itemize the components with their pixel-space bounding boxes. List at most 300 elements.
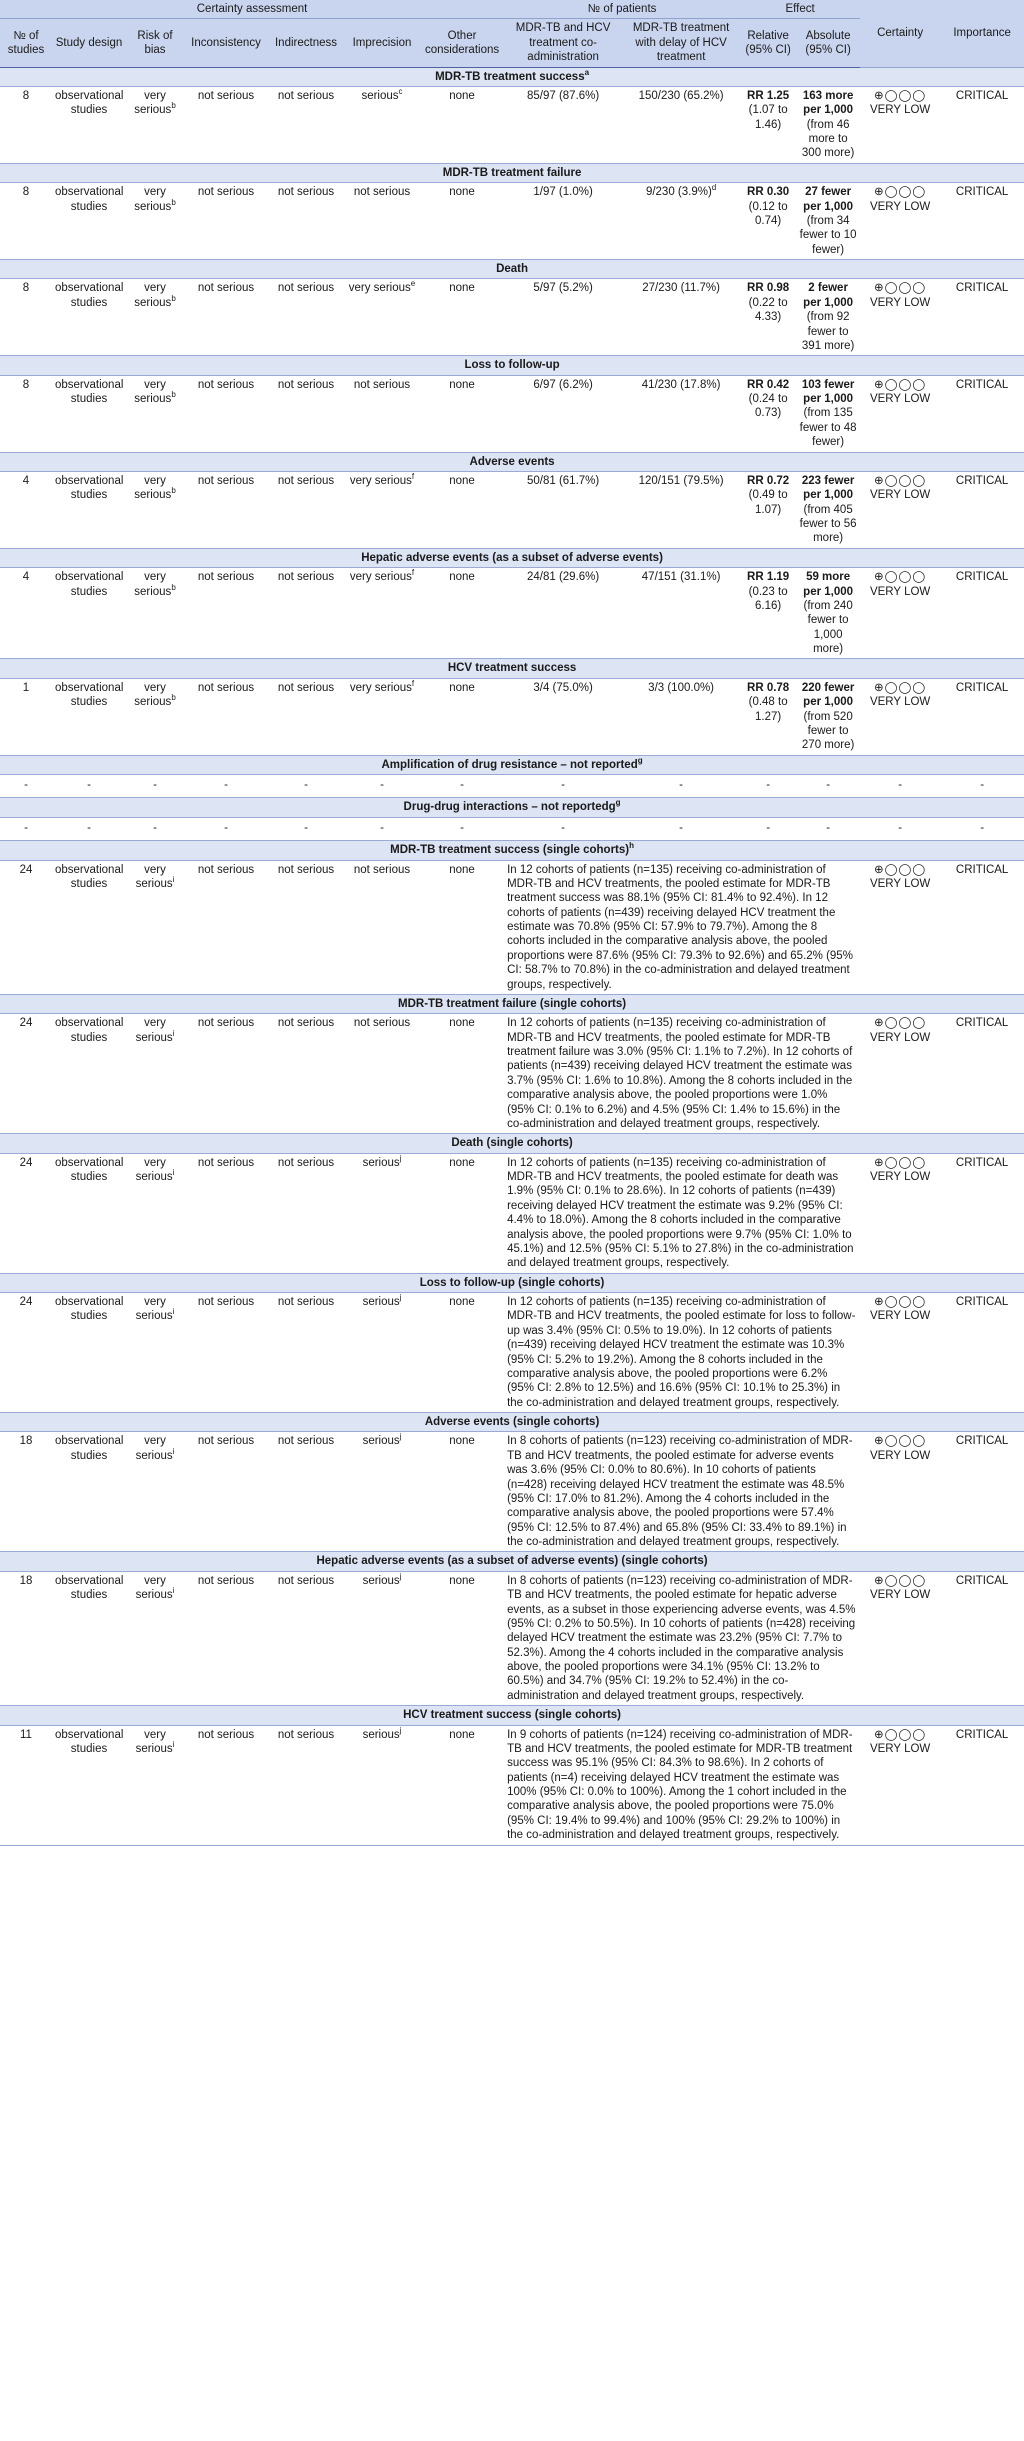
study-design: observational studies bbox=[52, 471, 126, 548]
outcome-title-text: Hepatic adverse events (as a subset of adverse events) (single cohorts) bbox=[316, 1555, 708, 1568]
study-design: observational studies bbox=[52, 678, 126, 755]
delay-count-text: 150/230 (65.2%) bbox=[638, 89, 724, 102]
inconsistency: not serious bbox=[184, 1432, 268, 1552]
footnote-marker: b bbox=[171, 197, 176, 207]
imprecision bbox=[344, 1432, 420, 1552]
relative-effect bbox=[740, 375, 796, 452]
outcome-title bbox=[0, 798, 1024, 817]
footnote-marker: i bbox=[172, 1740, 175, 1750]
relative-effect bbox=[740, 678, 796, 755]
importance: CRITICAL bbox=[940, 86, 1024, 163]
empty-cell: - bbox=[860, 775, 940, 798]
other-considerations: none bbox=[420, 471, 504, 548]
coadmin-count: 5/97 (5.2%) bbox=[504, 279, 622, 356]
inconsistency: not serious bbox=[184, 568, 268, 659]
imprecision bbox=[344, 568, 420, 659]
relative-effect bbox=[740, 86, 796, 163]
outcome-title bbox=[0, 548, 1024, 567]
risk-of-bias-text: very serious bbox=[135, 863, 173, 890]
footnote-marker: j bbox=[399, 1432, 402, 1442]
imprecision-text: not serious bbox=[353, 378, 411, 391]
outcome-title bbox=[0, 452, 1024, 471]
empty-cell: - bbox=[740, 775, 796, 798]
empty-cell: - bbox=[0, 775, 52, 798]
indirectness: not serious bbox=[268, 86, 344, 163]
header-other: Other considerations bbox=[420, 19, 504, 67]
relative-estimate: RR 0.42 bbox=[747, 378, 790, 391]
table-row bbox=[0, 1014, 1024, 1134]
section-header-row bbox=[0, 994, 1024, 1013]
studies-count: 24 bbox=[0, 1153, 52, 1273]
imprecision-text: very serious bbox=[349, 681, 412, 694]
coadmin-count: 6/97 (6.2%) bbox=[504, 375, 622, 452]
study-design: observational studies bbox=[52, 1432, 126, 1552]
certainty-symbol: ⊕◯◯◯ bbox=[874, 282, 927, 295]
certainty-label: VERY LOW bbox=[869, 200, 931, 213]
relative-estimate: RR 0.98 bbox=[747, 282, 790, 295]
empty-cell: - bbox=[504, 775, 622, 798]
importance: CRITICAL bbox=[940, 1293, 1024, 1413]
empty-cell: - bbox=[52, 775, 126, 798]
certainty-symbol: ⊕◯◯◯ bbox=[874, 681, 927, 694]
imprecision-text: very serious bbox=[349, 474, 412, 487]
risk-of-bias bbox=[126, 1014, 184, 1134]
footnote-marker: f bbox=[411, 472, 415, 482]
imprecision bbox=[344, 1725, 420, 1845]
delay-count bbox=[622, 279, 740, 356]
other-considerations: none bbox=[420, 1571, 504, 1705]
risk-of-bias-text: very serious bbox=[134, 89, 172, 117]
delay-count bbox=[622, 471, 740, 548]
certainty-symbol: ⊕◯◯◯ bbox=[874, 571, 927, 584]
footnote-marker: b bbox=[171, 693, 176, 703]
table-row bbox=[0, 1432, 1024, 1552]
header-group-patients: № of patients bbox=[504, 0, 740, 19]
risk-of-bias-text: very serious bbox=[134, 571, 172, 598]
risk-of-bias bbox=[126, 678, 184, 755]
inconsistency: not serious bbox=[184, 1293, 268, 1413]
studies-count: 24 bbox=[0, 860, 52, 994]
table-row bbox=[0, 1725, 1024, 1845]
importance: CRITICAL bbox=[940, 471, 1024, 548]
studies-count: 4 bbox=[0, 471, 52, 548]
relative-ci: (0.23 to 6.16) bbox=[748, 585, 788, 612]
studies-count: 8 bbox=[0, 375, 52, 452]
importance: CRITICAL bbox=[940, 1432, 1024, 1552]
delay-count-text: 9/230 (3.9%) bbox=[645, 186, 712, 199]
risk-of-bias bbox=[126, 183, 184, 260]
delay-count bbox=[622, 183, 740, 260]
header-group-certainty: Certainty assessment bbox=[0, 0, 504, 19]
indirectness: not serious bbox=[268, 1725, 344, 1845]
study-design: observational studies bbox=[52, 1014, 126, 1134]
study-design: observational studies bbox=[52, 183, 126, 260]
header-imprecision: Imprecision bbox=[344, 19, 420, 67]
other-considerations: none bbox=[420, 1432, 504, 1552]
absolute-ci: (from 46 more to 300 more) bbox=[801, 118, 855, 160]
outcome-title-text: Drug-drug interactions – not reportedg bbox=[403, 801, 616, 814]
certainty-symbol: ⊕◯◯◯ bbox=[874, 378, 927, 391]
imprecision bbox=[344, 375, 420, 452]
risk-of-bias-text: very serious bbox=[135, 1574, 173, 1602]
empty-cell: - bbox=[622, 817, 740, 840]
section-header-row bbox=[0, 356, 1024, 375]
certainty-symbol: ⊕◯◯◯ bbox=[874, 863, 927, 876]
narrative-summary: In 12 cohorts of patients (n=135) receiving co-administration of MDR-TB and HCV treatments, the pooled estimate for MDR-TB treatment failure was 3.0% (95% CI: 1.1% to 7.2%). In 12 cohorts of patients (n=439) receiving delayed HCV treatment the estimate was 3.7% (95% CI: 1.6% to 10.8%). Among the 8 cohorts included in the comparative analysis above, the pooled proportions were 1.0% (95% CI: 0.1% to 6.2%) and 4.5% (95% CI: 1.4% to 15.6%) in the co-administration and delayed treatment groups, respectively. bbox=[504, 1014, 860, 1134]
footnote-marker: b bbox=[171, 486, 176, 496]
other-considerations: none bbox=[420, 1153, 504, 1273]
footnote-marker: j bbox=[399, 1153, 402, 1163]
empty-cell: - bbox=[420, 775, 504, 798]
table-row bbox=[0, 375, 1024, 452]
relative-effect bbox=[740, 568, 796, 659]
outcome-title-text: Adverse events bbox=[469, 455, 555, 468]
section-header-row bbox=[0, 659, 1024, 678]
narrative-summary: In 12 cohorts of patients (n=135) receiving co-administration of MDR-TB and HCV treatments, the pooled estimate for death was 1.9% (95% CI: 0.1% to 28.6%). In 12 cohorts of patients (n=439) receiving delayed HCV treatment the estimate was 9.2% (95% CI: 4.4% to 18.0%). Among the 8 cohorts included in the comparative analysis above, the pooled proportions were 9.7% (95% CI: 1.0% to 45.1%) and 12.5% (95% CI: 5.1% to 27.8%) in the co-administration and delayed treatment groups, respectively. bbox=[504, 1153, 860, 1273]
outcome-title-text: Death bbox=[496, 263, 529, 275]
table-row bbox=[0, 183, 1024, 260]
imprecision bbox=[344, 678, 420, 755]
section-header-row bbox=[0, 548, 1024, 567]
header-group-effect: Effect bbox=[740, 0, 860, 19]
certainty-label: VERY LOW bbox=[869, 1031, 931, 1044]
importance: CRITICAL bbox=[940, 1153, 1024, 1273]
relative-estimate: RR 0.78 bbox=[747, 681, 790, 694]
empty-cell: - bbox=[940, 775, 1024, 798]
outcome-title bbox=[0, 659, 1024, 678]
footnote-marker: g bbox=[615, 798, 621, 808]
footnote-marker: e bbox=[410, 279, 416, 289]
outcome-title-text: MDR-TB treatment success (single cohorts) bbox=[390, 844, 630, 857]
other-considerations: none bbox=[420, 568, 504, 659]
footnote-marker: j bbox=[399, 1293, 402, 1303]
study-design: observational studies bbox=[52, 860, 126, 994]
risk-of-bias-text: very serious bbox=[134, 681, 172, 709]
inconsistency: not serious bbox=[184, 860, 268, 994]
footnote-marker: b bbox=[171, 582, 176, 592]
section-header-row bbox=[0, 1706, 1024, 1725]
coadmin-count: 85/97 (87.6%) bbox=[504, 86, 622, 163]
relative-ci: (0.22 to 4.33) bbox=[748, 296, 788, 324]
importance: CRITICAL bbox=[940, 860, 1024, 994]
delay-count bbox=[622, 678, 740, 755]
indirectness: not serious bbox=[268, 1432, 344, 1552]
certainty-label: VERY LOW bbox=[869, 1171, 931, 1183]
certainty-label: VERY LOW bbox=[869, 393, 931, 405]
empty-cell: - bbox=[126, 817, 184, 840]
indirectness: not serious bbox=[268, 678, 344, 755]
empty-cell: - bbox=[184, 775, 268, 798]
risk-of-bias bbox=[126, 375, 184, 452]
empty-cell: - bbox=[940, 817, 1024, 840]
certainty-label: VERY LOW bbox=[869, 1742, 931, 1755]
outcome-title-text: Death (single cohorts) bbox=[451, 1137, 573, 1150]
empty-cell: - bbox=[796, 817, 860, 840]
footnote-marker: b bbox=[171, 101, 176, 111]
empty-cell: - bbox=[184, 817, 268, 840]
inconsistency: not serious bbox=[184, 1014, 268, 1134]
empty-cell: - bbox=[344, 817, 420, 840]
table-body bbox=[0, 67, 1024, 1845]
certainty-label: VERY LOW bbox=[869, 104, 931, 117]
importance: CRITICAL bbox=[940, 1014, 1024, 1134]
certainty-rating bbox=[860, 568, 940, 659]
study-design: observational studies bbox=[52, 1153, 126, 1273]
imprecision bbox=[344, 279, 420, 356]
footnote-marker: b bbox=[171, 293, 176, 303]
certainty-symbol: ⊕◯◯◯ bbox=[874, 186, 927, 199]
indirectness: not serious bbox=[268, 279, 344, 356]
coadmin-count: 24/81 (29.6%) bbox=[504, 568, 622, 659]
relative-estimate: RR 0.30 bbox=[747, 186, 790, 199]
certainty-label: VERY LOW bbox=[869, 877, 931, 890]
study-design: observational studies bbox=[52, 86, 126, 163]
outcome-title bbox=[0, 1134, 1024, 1153]
studies-count: 8 bbox=[0, 279, 52, 356]
imprecision bbox=[344, 86, 420, 163]
studies-count: 24 bbox=[0, 1014, 52, 1134]
relative-effect bbox=[740, 279, 796, 356]
imprecision-text: very serious bbox=[349, 571, 412, 584]
relative-effect bbox=[740, 183, 796, 260]
outcome-title bbox=[0, 67, 1024, 86]
absolute-effect bbox=[796, 568, 860, 659]
studies-count: 4 bbox=[0, 568, 52, 659]
certainty-rating bbox=[860, 1725, 940, 1845]
narrative-summary: In 12 cohorts of patients (n=135) receiving co-administration of MDR-TB and HCV treatments, the pooled estimate for MDR-TB treatment success was 88.1% (95% CI: 81.4% to 92.4%). In 12 cohorts of patients (n=439) receiving delayed HCV treatment the estimate was 70.8% (95% CI: 57.9% to 79.7%). Among the 8 cohorts included in the comparative analysis above, the pooled proportions were 87.6% (95% CI: 79.3% to 92.6%) and 65.2% (95% CI: 58.7% to 70.8%) in the co-administration and delayed treatment groups, respectively. bbox=[504, 860, 860, 994]
delay-count-text: 3/3 (100.0%) bbox=[648, 681, 715, 694]
studies-count: 18 bbox=[0, 1571, 52, 1705]
certainty-symbol: ⊕◯◯◯ bbox=[874, 474, 927, 487]
certainty-symbol: ⊕◯◯◯ bbox=[874, 1574, 927, 1587]
studies-count: 24 bbox=[0, 1293, 52, 1413]
risk-of-bias-text: very serious bbox=[134, 474, 172, 502]
relative-ci: (0.24 to 0.73) bbox=[748, 393, 788, 420]
delay-count bbox=[622, 568, 740, 659]
empty-cell: - bbox=[796, 775, 860, 798]
table-row bbox=[0, 1293, 1024, 1413]
absolute-ci: (from 92 fewer to 391 more) bbox=[801, 311, 855, 352]
absolute-effect bbox=[796, 279, 860, 356]
importance: CRITICAL bbox=[940, 1571, 1024, 1705]
header-design: Study design bbox=[52, 19, 126, 67]
risk-of-bias bbox=[126, 1571, 184, 1705]
narrative-summary: In 8 cohorts of patients (n=123) receiving co-administration of MDR-TB and HCV treatments, the pooled estimate for adverse events was 3.6% (95% CI: 0.0% to 80.6%). In 10 cohorts of patients (n=428) receiving delayed HCV treatment the estimate was 48.5% (95% CI: 17.0% to 81.2%). Among the 4 cohorts included in the comparative analysis above, the pooled proportions were 57.4% (95% CI: 12.5% to 87.4%) and 65.8% (95% CI: 33.4% to 89.1%) in the co-administration and delayed treatment groups, respectively. bbox=[504, 1432, 860, 1552]
outcome-title bbox=[0, 841, 1024, 860]
outcome-title bbox=[0, 260, 1024, 279]
footnote-marker: i bbox=[172, 1586, 175, 1596]
header-absolute: Absolute (95% CI) bbox=[796, 19, 860, 67]
header-bias: Risk of bias bbox=[126, 19, 184, 67]
table-header bbox=[0, 0, 1024, 67]
header-certainty: Certainty bbox=[860, 0, 940, 67]
certainty-label: VERY LOW bbox=[869, 1449, 931, 1462]
delay-count-text: 27/230 (11.7%) bbox=[642, 282, 720, 295]
table-row bbox=[0, 817, 1024, 840]
delay-count-text: 41/230 (17.8%) bbox=[641, 378, 721, 391]
other-considerations: none bbox=[420, 1725, 504, 1845]
outcome-title-text: HCV treatment success (single cohorts) bbox=[403, 1709, 622, 1722]
inconsistency: not serious bbox=[184, 1571, 268, 1705]
empty-cell: - bbox=[740, 817, 796, 840]
outcome-title-text: Loss to follow-up bbox=[464, 359, 560, 372]
section-header-row bbox=[0, 1552, 1024, 1571]
coadmin-count: 1/97 (1.0%) bbox=[504, 183, 622, 260]
outcome-title bbox=[0, 356, 1024, 375]
studies-count: 8 bbox=[0, 86, 52, 163]
absolute-ci: (from 240 fewer to 1,000 more) bbox=[803, 599, 853, 655]
certainty-symbol: ⊕◯◯◯ bbox=[874, 89, 927, 102]
footnote-marker: g bbox=[637, 755, 643, 765]
other-considerations: none bbox=[420, 279, 504, 356]
risk-of-bias-text: very serious bbox=[134, 378, 172, 405]
outcome-title-text: MDR-TB treatment failure bbox=[442, 166, 582, 179]
imprecision-text: not serious bbox=[353, 863, 411, 876]
importance: CRITICAL bbox=[940, 279, 1024, 356]
delay-count bbox=[622, 375, 740, 452]
imprecision-text: very serious bbox=[348, 282, 411, 295]
certainty-symbol: ⊕◯◯◯ bbox=[874, 1296, 927, 1308]
certainty-rating bbox=[860, 183, 940, 260]
certainty-rating bbox=[860, 279, 940, 356]
footnote-marker: d bbox=[711, 183, 717, 193]
footnote-marker: c bbox=[398, 87, 403, 97]
certainty-symbol: ⊕◯◯◯ bbox=[874, 1156, 927, 1169]
risk-of-bias-text: very serious bbox=[135, 1296, 173, 1323]
imprecision-text: serious bbox=[362, 1574, 400, 1587]
certainty-label: VERY LOW bbox=[869, 585, 931, 598]
risk-of-bias bbox=[126, 1432, 184, 1552]
indirectness: not serious bbox=[268, 375, 344, 452]
table-row bbox=[0, 678, 1024, 755]
imprecision-text: serious bbox=[362, 1435, 400, 1448]
indirectness: not serious bbox=[268, 471, 344, 548]
certainty-symbol: ⊕◯◯◯ bbox=[874, 1017, 927, 1030]
section-header-row bbox=[0, 1134, 1024, 1153]
absolute-effect bbox=[796, 375, 860, 452]
footnote-marker: i bbox=[172, 1446, 175, 1456]
inconsistency: not serious bbox=[184, 471, 268, 548]
empty-cell: - bbox=[52, 817, 126, 840]
narrative-summary: In 9 cohorts of patients (n=124) receiving co-administration of MDR-TB and HCV treatments, the pooled estimate for MDR-TB treatment success was 95.1% (95% CI: 84.3% to 98.6%). In 2 cohorts of patients (n=4) receiving delayed HCV treatment the estimate was 100% (95% CI: 0.0% to 100%). Among the 1 cohort included in the comparative analysis above, the pooled proportions were 75.0% (95% CI: 19.4% to 99.4%) and 100% (95% CI: 29.2% to 100%) in the co-administration and delayed treatment groups, respectively. bbox=[504, 1725, 860, 1845]
other-considerations: none bbox=[420, 1014, 504, 1134]
inconsistency: not serious bbox=[184, 183, 268, 260]
outcome-title-text: MDR-TB treatment success bbox=[435, 70, 585, 83]
indirectness: not serious bbox=[268, 1014, 344, 1134]
inconsistency: not serious bbox=[184, 86, 268, 163]
outcome-title bbox=[0, 1273, 1024, 1292]
section-header-row bbox=[0, 1273, 1024, 1292]
table-row bbox=[0, 1153, 1024, 1273]
section-header-row bbox=[0, 452, 1024, 471]
other-considerations: none bbox=[420, 1293, 504, 1413]
footnote-marker: f bbox=[411, 568, 415, 578]
section-header-row bbox=[0, 841, 1024, 860]
risk-of-bias bbox=[126, 1725, 184, 1845]
other-considerations: none bbox=[420, 860, 504, 994]
coadmin-count: 50/81 (61.7%) bbox=[504, 471, 622, 548]
empty-cell: - bbox=[860, 817, 940, 840]
certainty-symbol: ⊕◯◯◯ bbox=[874, 1435, 927, 1448]
outcome-title-text: HCV treatment success bbox=[447, 662, 577, 675]
absolute-estimate: 27 fewer per 1,000 bbox=[803, 186, 854, 213]
absolute-ci: (from 520 fewer to 270 more) bbox=[801, 710, 855, 752]
delay-count-text: 120/151 (79.5%) bbox=[638, 474, 724, 487]
other-considerations: none bbox=[420, 375, 504, 452]
absolute-estimate: 103 fewer per 1,000 bbox=[801, 378, 855, 405]
empty-cell: - bbox=[268, 817, 344, 840]
footnote-marker: h bbox=[629, 841, 634, 851]
certainty-rating bbox=[860, 1432, 940, 1552]
outcome-title bbox=[0, 1706, 1024, 1725]
imprecision-text: serious bbox=[361, 89, 399, 102]
outcome-title-text: Adverse events (single cohorts) bbox=[424, 1416, 600, 1428]
certainty-label: VERY LOW bbox=[869, 696, 931, 709]
empty-cell: - bbox=[0, 817, 52, 840]
outcome-title-text: Loss to follow-up (single cohorts) bbox=[419, 1276, 605, 1289]
inconsistency: not serious bbox=[184, 1725, 268, 1845]
section-header-row bbox=[0, 1413, 1024, 1432]
header-importance: Importance bbox=[940, 0, 1024, 67]
certainty-rating bbox=[860, 1293, 940, 1413]
risk-of-bias bbox=[126, 860, 184, 994]
study-design: observational studies bbox=[52, 375, 126, 452]
imprecision bbox=[344, 1293, 420, 1413]
study-design: observational studies bbox=[52, 1571, 126, 1705]
relative-effect bbox=[740, 471, 796, 548]
delay-count-text: 47/151 (31.1%) bbox=[641, 571, 721, 584]
narrative-summary: In 8 cohorts of patients (n=123) receiving co-administration of MDR-TB and HCV treatments, the pooled estimate for hepatic adverse events, as a subset in those experiencing adverse events, was 4.5% (95% CI: 0.2% to 50.5%). In 10 cohorts of patients (n=428) receiving delayed HCV treatment the estimate was 23.2% (95% CI: 7.7% to 52.3%). Among the 4 cohorts included in the comparative analysis above, the pooled proportions were 34.1% (95% CI: 13.2% to 60.5%) and 34.7% (95% CI: 19.2% to 52.4%) in the co-administration and delayed treatment groups, respectively. bbox=[504, 1571, 860, 1705]
section-header-row bbox=[0, 798, 1024, 817]
table-row bbox=[0, 860, 1024, 994]
footnote-marker: f bbox=[411, 678, 415, 688]
empty-cell: - bbox=[344, 775, 420, 798]
section-header-row bbox=[0, 260, 1024, 279]
absolute-estimate: 163 more per 1,000 bbox=[802, 89, 854, 117]
indirectness: not serious bbox=[268, 1153, 344, 1273]
certainty-rating bbox=[860, 1014, 940, 1134]
section-header-row bbox=[0, 67, 1024, 86]
footnote-marker: a bbox=[584, 67, 590, 77]
importance: CRITICAL bbox=[940, 183, 1024, 260]
absolute-ci: (from 405 fewer to 56 more) bbox=[799, 503, 857, 545]
studies-count: 11 bbox=[0, 1725, 52, 1845]
outcome-title-text: MDR-TB treatment failure (single cohorts) bbox=[398, 997, 627, 1010]
relative-estimate: RR 0.72 bbox=[747, 474, 790, 487]
imprecision-text: not serious bbox=[353, 186, 411, 199]
absolute-effect bbox=[796, 471, 860, 548]
empty-cell: - bbox=[126, 775, 184, 798]
indirectness: not serious bbox=[268, 568, 344, 659]
absolute-ci: (from 135 fewer to 48 fewer) bbox=[799, 407, 857, 449]
certainty-rating bbox=[860, 1571, 940, 1705]
footnote-marker: b bbox=[171, 390, 176, 400]
studies-count: 1 bbox=[0, 678, 52, 755]
risk-of-bias bbox=[126, 471, 184, 548]
absolute-effect bbox=[796, 678, 860, 755]
outcome-title bbox=[0, 163, 1024, 182]
certainty-rating bbox=[860, 860, 940, 994]
imprecision bbox=[344, 471, 420, 548]
absolute-estimate: 59 more per 1,000 bbox=[803, 571, 854, 598]
certainty-symbol: ⊕◯◯◯ bbox=[874, 1728, 927, 1741]
footnote-marker: j bbox=[399, 1725, 402, 1735]
footnote-marker: i bbox=[172, 1168, 175, 1178]
header-coadmin: MDR-TB and HCV treatment co-administration bbox=[504, 19, 622, 67]
risk-of-bias-text: very serious bbox=[135, 1156, 173, 1183]
inconsistency: not serious bbox=[184, 279, 268, 356]
table-row bbox=[0, 471, 1024, 548]
